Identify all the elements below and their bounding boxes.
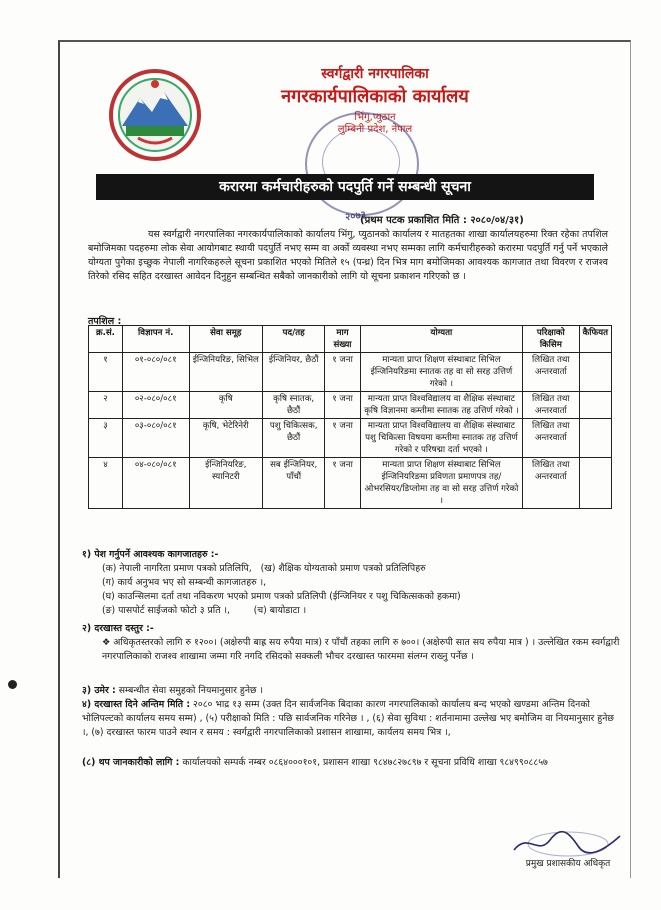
cell-group: ईन्जिनियरिङ, सिभिल [189, 353, 263, 392]
cell-group: कृषि, भेटेरिनेरी [189, 419, 263, 458]
cell-remark [579, 353, 611, 392]
col-ad-no: विज्ञापन नं. [122, 326, 189, 353]
section-contact-body: कार्यालयको सम्पर्क नम्बर ०८६४०००१०१, प्रशासन शाखा ९८४७८२७८९७ र सूचना प्रविधि शाखा ९८४९९०८८५७ [182, 757, 548, 768]
section-fee [82, 622, 622, 664]
signatory-title: प्रमुख प्रशासकीय अधिकृत [525, 859, 611, 869]
table-header-row [89, 326, 612, 353]
section-documents [82, 548, 622, 618]
cell-sn: ३ [89, 419, 123, 458]
cell-sn: ४ [89, 458, 123, 509]
section-age-body: सम्बन्धीत सेवा समुहको नियमानुसार हुनेछ । [118, 685, 264, 696]
cell-group: ईन्जिनियरिङ, स्यानिटरी [189, 458, 263, 509]
table-row [89, 392, 612, 419]
intro-paragraph: यस स्वर्गद्वारी नगरपालिका नगरकार्यपालिकाको कार्यालय भिंगु, प्युठानको कार्यालय र मातहतका शाखा कार्यालयहरुमा रिक्त रहेका तपशिल बमोजिमका पदहरुमा लोक सेवा आयोगबाट स्थायी पदपुर्ति नभए सम्म वा अर्को व्यवस्था नभए सम्मका लागि कर्मचारीहरुको करारमा पदपुर्ति गर्नु पर्ने भएकाले योग्यता पुगेका इच्छुक नेपाली नागरिकहरुले सूचना प्रकाशित भएको मितिले १५ (पन्ध्र) दिन भित्र माग बमोजिमका आवश्यक कागजात तथा विवरण र राजश्व तिरेको रसिद सहित दरखास्त आवेदन दिनुहुन सम्बन्धित सबैको जानकारीको लागि यो सूचना प्रकाशन गरिएको छ । [88, 229, 608, 282]
cell-sn: २ [89, 392, 123, 419]
cell-qualification: मान्यता प्राप्त विश्वविद्यालय वा शैक्षिक संस्थाबाट कृषि विज्ञानमा कम्तीमा स्नातक तह उत्तिर्ण गरेको । [360, 392, 522, 419]
cell-remark [579, 458, 611, 509]
section-deadline-body: २०८० भाद्र १३ सम्म (उक्त दिन सार्वजनिक बिदाका कारण नगरपालिकाको कार्यालय बन्द भएको खण्डमा अन्तिम दिनको भोलिपल्टको कार्यालय समय सम्म) , (५) परीक्षाको मिति : पछि सार्वजनिक गरिनेछ । , (६) सेवा सुविधा : शर्तनामामा उल्लेख भए बमोजिम वा नियमानुसार हुनेछ ।, (७) दरखास्त फारम पाउने स्थान र समय : स्वर्गद्वारी नगरपालिकाको प्रशासन शाखामा, कार्यलय समय भित्र ।, [82, 699, 614, 738]
signature-icon [508, 828, 628, 858]
doc-item: (घ) काउन्सिलमा दर्ता तथा नविकरण भएको प्रमाण पत्रको प्रतिलिपी (ईन्जिनियर र पशु चिकित्सकको हकमा) [102, 591, 461, 602]
cell-group: कृषि [189, 392, 263, 419]
cell-remark [579, 392, 611, 419]
section-contact-title: (८) थप जानकारीको लागि : [82, 757, 180, 768]
cell-post: सब ईन्जिनियर, पाँचौं [263, 458, 325, 509]
cell-qualification: मान्यता प्राप्त शिक्षण संस्थाबाट सिभिल ईन्जिनियरिङमा प्रविणता प्रमाणपत्र तह/ओभरसियर/डिप्लोमा तह वा सो सरह उत्तिर्ण गरेको । [360, 458, 522, 509]
cell-count: १ जना [325, 392, 361, 419]
municipality-name: स्वर्गद्वारी नगरपालिका [321, 66, 429, 82]
col-remarks: कैफियत [579, 326, 611, 353]
doc-item: (च) बायोडाटा । [253, 605, 307, 616]
doc-item: (क) नेपाली नागरिता प्रमाण पत्रको प्रतिलिपि, [102, 563, 252, 574]
stamp-year: २०७३ [344, 209, 367, 224]
cell-ad: ०२-०८०/०८१ [122, 392, 189, 419]
cell-exam: लिखित तथा अन्तरवार्ता [523, 419, 580, 458]
cell-remark [579, 419, 611, 458]
details-label: तपशिल : [88, 316, 122, 327]
office-name: नगरकार्यपालिकाको कार्यालय [281, 86, 469, 107]
notice-title: करारमा कर्मचारीहरुको पदपुर्ति गर्ने सम्बन्धी सूचना [96, 174, 594, 200]
punch-hole [8, 680, 17, 689]
section-documents-title: १) पेश गर्नुपर्ने आवश्यक कागजातहरु :- [82, 549, 219, 560]
signature-block [508, 828, 628, 878]
vacancy-table [88, 325, 612, 509]
table-row [89, 419, 612, 458]
cell-exam: लिखित तथा अन्तरवार्ता [523, 392, 580, 419]
cell-exam: लिखित तथा अन्तरवार्ता [523, 353, 580, 392]
cell-sn: १ [89, 353, 123, 392]
col-group: सेवा समूह [189, 326, 263, 353]
col-qualification: योग्यता [360, 326, 522, 353]
cell-count: १ जना [325, 419, 361, 458]
doc-item: (ङ) पासपोर्ट साईजको फोटो ३ प्रति ।, [102, 605, 230, 616]
cell-exam: लिखित तथा अन्तरवार्ता [523, 458, 580, 509]
section-deadline [82, 698, 622, 740]
section-fee-title: २) दरखास्त दस्तुर :- [82, 623, 154, 634]
nepal-emblem-icon [108, 68, 202, 162]
published-date: (प्रथम पटक प्रकाशित मिति : २०८०/०४/३१) [360, 215, 524, 226]
cell-count: १ जना [325, 458, 361, 509]
col-sn: क्र.सं. [89, 326, 123, 353]
cell-qualification: मान्यता प्राप्त विश्वविद्यालय वा शैक्षिक संस्थाबाट पशु चिकित्सा विषयमा कम्तीमा स्नातक तह उत्तिर्ण गरेको र परिषद्मा दर्ता भएको । [360, 419, 522, 458]
cell-count: १ जना [325, 353, 361, 392]
table-row [89, 353, 612, 392]
table-row [89, 458, 612, 509]
office-address: भिंगु,प्युठान लुम्बिनी प्रदेश, नेपाल [337, 112, 413, 135]
doc-item: (ख) शैक्षिक योग्यताको प्रमाण पत्रको प्रतिलिपिहरु [260, 563, 426, 574]
doc-item: (ग) कार्य अनुभव भए सो सम्बन्धी कागजातहरु ।, [102, 577, 267, 588]
col-exam: परिक्षाको किसिम [523, 326, 580, 353]
cell-ad: ०४-०८०/०८१ [122, 458, 189, 509]
col-count: माग संख्या [325, 326, 361, 353]
col-post: पद/तह [263, 326, 325, 353]
cell-ad: ०३-०८०/०८१ [122, 419, 189, 458]
cell-ad: ०१-०८०/०८१ [122, 353, 189, 392]
cell-post: ईन्जिनियर, छैठौं [263, 353, 325, 392]
cell-post: कृषि स्नातक, छैठौं [263, 392, 325, 419]
cell-qualification: मान्यता प्राप्त शिक्षण संस्थाबाट सिभिल ईन्जिनियरिङमा स्नातक तह वा सो सरह उत्तिर्ण गरेको । [360, 353, 522, 392]
notice-sheet [58, 40, 631, 878]
section-fee-body: ❖ अधिकृतस्तरको लागि रु १२००। (अक्षेरुपी बाह्र सय रुपैया मात्र) र पाँचौं तहका लागि रु ७००। (अक्षेरुपी सात सय रुपैया मात्र ) । उल्लेखित रकम स्वर्गद्वारी नगरपालिकाको राजश्व शाखामा जम्मा गरि नगदि रसिदको सक्कली भौचर दरखास्त फारममा संलग्न राख्नु पर्नेछ । [102, 637, 620, 662]
section-deadline-title: ४) दरखास्त दिने अन्तिम मिति : [82, 699, 191, 710]
section-age-title: ३) उमेर : [82, 685, 116, 696]
section-age [82, 684, 622, 698]
section-contact [82, 756, 622, 770]
cell-post: पशु चिकित्सक, छैठौं [263, 419, 325, 458]
